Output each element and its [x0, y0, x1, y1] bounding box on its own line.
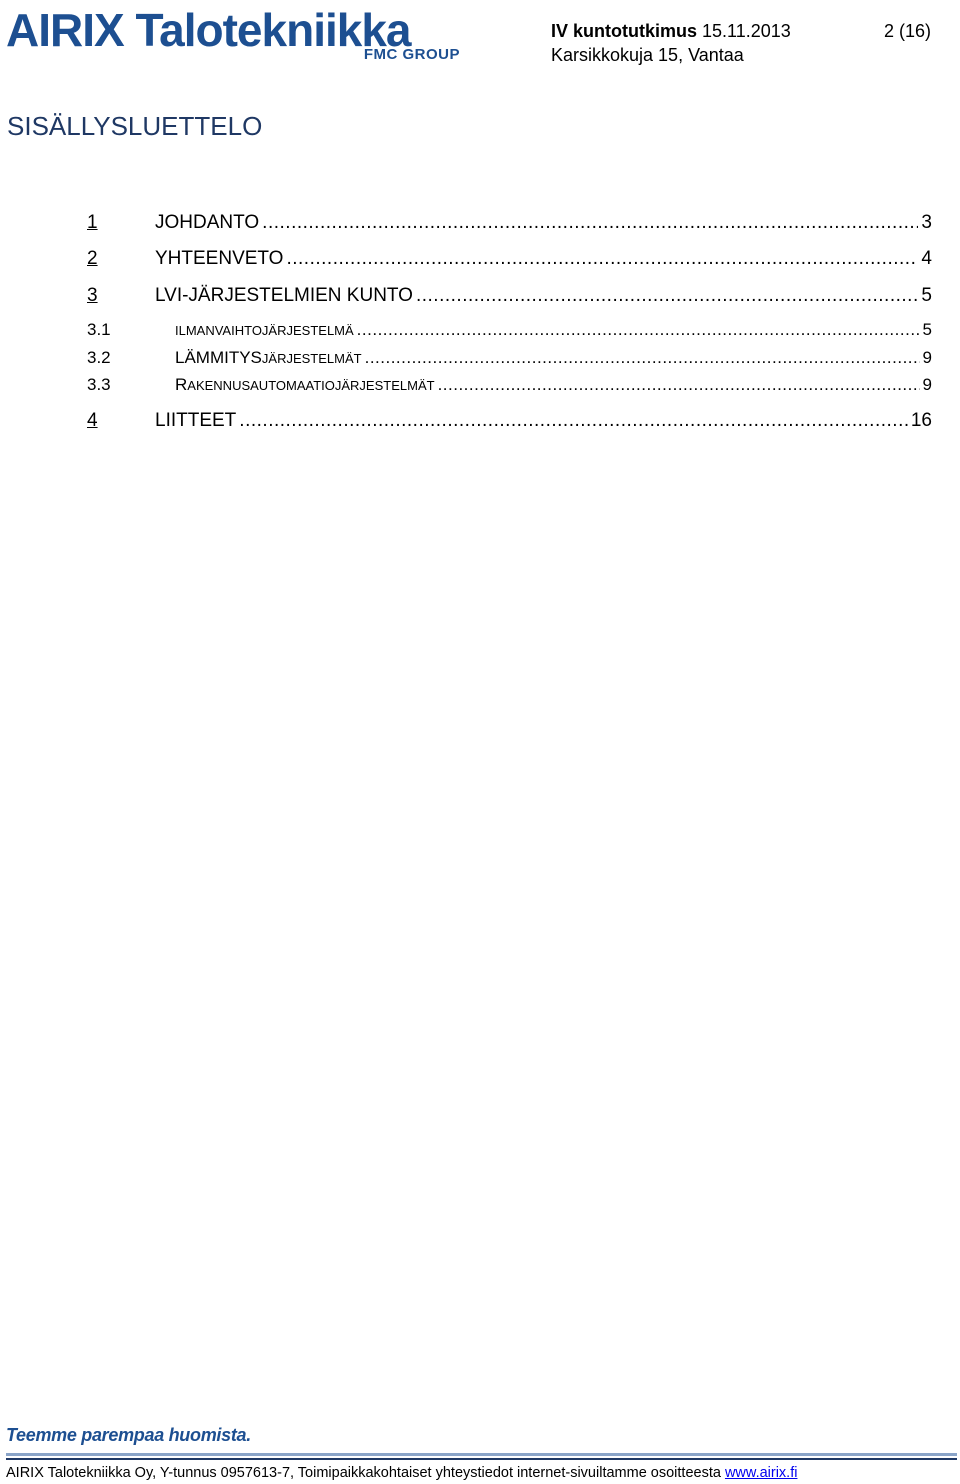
page-number: 2 (16) — [883, 21, 931, 41]
toc-entry-number: 3 — [87, 285, 98, 306]
toc-entry-title-big: R — [175, 375, 188, 394]
toc-entry-number: 1 — [87, 212, 98, 233]
logo-wordmark: AIRIX Talotekniikka — [6, 4, 411, 56]
toc-leader-dots — [357, 318, 920, 342]
logo-group-name: FMC GROUP — [363, 46, 460, 63]
toc-entry-page: 5 — [921, 285, 932, 306]
toc-entry-1[interactable] — [87, 210, 932, 236]
toc-entry-number: 3.3 — [87, 375, 111, 394]
footer-slogan: Teemme parempaa huomista. — [6, 1425, 251, 1445]
toc-entry-3-1[interactable] — [87, 318, 932, 342]
toc-entry-3[interactable] — [87, 283, 932, 309]
toc-entry-title: LVI-JÄRJESTELMIEN KUNTO — [155, 285, 413, 306]
footer-company-info: AIRIX Talotekniikka Oy, Y-tunnus 0957613-7, Toimipaikkakohtaiset yhteystiedot internet-sivuiltamme osoitteesta — [6, 1465, 725, 1481]
toc-entry-3-3[interactable] — [87, 373, 932, 397]
toc-heading: SISÄLLYSLUETTELO — [7, 111, 263, 141]
company-logo — [6, 4, 466, 64]
toc-entry-title: LIITTEET — [155, 410, 237, 431]
toc-entry-title — [175, 318, 354, 343]
toc-entry-page: 4 — [921, 248, 932, 269]
toc-entry-title: JOHDANTO — [155, 212, 260, 233]
toc-leader-dots — [416, 283, 918, 309]
toc-entry-3-2[interactable] — [87, 346, 932, 370]
toc-entry-number: 4 — [87, 410, 98, 431]
toc-entry-2[interactable] — [87, 246, 932, 272]
property-address: Karsikkokuja 15, Vantaa — [551, 45, 744, 65]
toc-leader-dots — [262, 210, 918, 236]
toc-entry-number: 2 — [87, 248, 98, 269]
footer-rule-bottom — [6, 1458, 957, 1460]
toc-leader-dots — [286, 246, 918, 272]
footer-rule-top — [6, 1453, 957, 1456]
toc-leader-dots — [239, 408, 908, 434]
toc-entry-number: 3.1 — [87, 320, 111, 339]
toc-entry-page: 5 — [922, 320, 932, 339]
footer-website-link[interactable]: www.airix.fi — [724, 1465, 798, 1481]
toc-entry-title-small: ILMANVAIHTOJÄRJESTELMÄ — [175, 323, 354, 338]
document-title-text: IV kuntotutkimus — [551, 21, 698, 41]
document-title — [551, 20, 791, 42]
toc-entry-title-small: AKENNUSAUTOMAATIOJÄRJESTELMÄT — [187, 378, 435, 393]
toc-entry-page: 16 — [910, 410, 932, 431]
toc-entry-title: YHTEENVETO — [155, 248, 284, 269]
toc-leader-dots — [438, 373, 920, 397]
toc-leader-dots — [365, 346, 920, 370]
toc-entry-title-small: JÄRJESTELMÄT — [261, 351, 362, 366]
toc-entry-page: 9 — [922, 375, 932, 394]
toc-entry-title — [175, 373, 435, 398]
document-date: 15.11.2013 — [702, 21, 791, 41]
toc-entry-4[interactable] — [87, 408, 932, 434]
toc-entry-title — [175, 346, 362, 371]
toc-entry-number: 3.2 — [87, 348, 111, 367]
toc-entry-title-big: LÄMMITYS — [175, 348, 262, 367]
toc-entry-page: 3 — [921, 212, 932, 233]
footer-text — [6, 1463, 797, 1483]
toc-entry-page: 9 — [922, 348, 932, 367]
